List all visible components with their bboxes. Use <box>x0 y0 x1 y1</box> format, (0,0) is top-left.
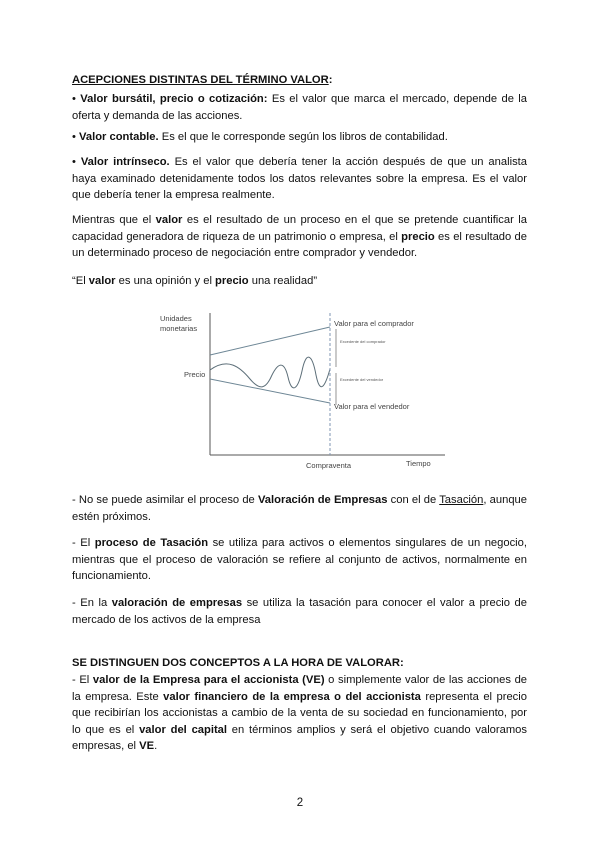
valor-precio-diagram <box>150 305 450 475</box>
seller-value-label: Valor para el vendedor <box>334 402 410 411</box>
buyer-value-line <box>210 327 330 355</box>
paragraph-asimilar: - No se puede asimilar el proceso de Valoración de Empresas con el de Tasación, aunque estén próximos. <box>72 494 527 523</box>
section-heading-dos-conceptos: SE DISTINGUEN DOS CONCEPTOS A LA HORA DE VALORAR: <box>72 657 404 669</box>
price-label: Precio <box>184 370 206 379</box>
quote-valor-precio: “El valor es una opinión y el precio una realidad” <box>72 275 318 287</box>
paragraph-valor-empresa: - El valor de la Empresa para el accionista (VE) o simplemente valor de las acciones de la empresa. Este valor financiero de la empresa o del accionista representa el precio que recibirían los accionistas a cambio de la venta de su sociedad en funcionamiento, por lo que es el valor del capital en términos amplios y será el objetivo cuando valoramos empresas, el VE. <box>72 674 528 752</box>
price-curve <box>210 357 330 388</box>
bullet-valor-contable: • Valor contable. Es el que le corresponde según los libros de contabilidad. <box>72 131 448 143</box>
paragraph-tasacion: - El proceso de Tasación se utiliza para activos o elementos singulares de un negocio, mientras que el proceso de valoración se refiere al conjunto de activos, normalmente en funcionamiento. <box>72 537 527 582</box>
tiempo-label: Tiempo <box>406 459 431 468</box>
buyer-value-label: Valor para el comprador <box>334 319 414 328</box>
bullet-valor-bursatil: • Valor bursátil, precio o cotización: Es el valor que marca el mercado, depende de la oferta y demanda de las acciones. <box>72 93 528 122</box>
paragraph-valor-precio: Mientras que el valor es el resultado de un proceso en el que se pretende cuantificar la capacidad generadora de riqueza de un patrimonio o empresa, el precio es el resultado de un determinado proceso de negociación entre comprador y vendedor. <box>72 214 527 259</box>
buyer-slack-label: Excedente del comprador <box>340 339 386 344</box>
page-number: 2 <box>296 797 304 809</box>
seller-value-line <box>210 379 330 403</box>
seller-slack-label: Excedente del vendedor <box>340 377 384 382</box>
paragraph-valoracion: - En la valoración de empresas se utiliza la tasación para conocer el valor a precio de mercado de los activos de la empresa <box>72 597 527 626</box>
compraventa-label: Compraventa <box>306 461 352 470</box>
bullet-valor-intrinseco: • Valor intrínseco. Es el valor que debería tener la acción después de que un analista haya examinado detenidamente todos los datos relevantes sobre la empresa. Es el valor que debería tener la empresa realmente. <box>72 156 527 201</box>
ylabel-line2: monetarias <box>160 324 198 333</box>
ylabel-line1: Unidades <box>160 314 192 323</box>
section-heading-acepciones: ACEPCIONES DISTINTAS DEL TÉRMINO VALOR: <box>72 74 333 86</box>
